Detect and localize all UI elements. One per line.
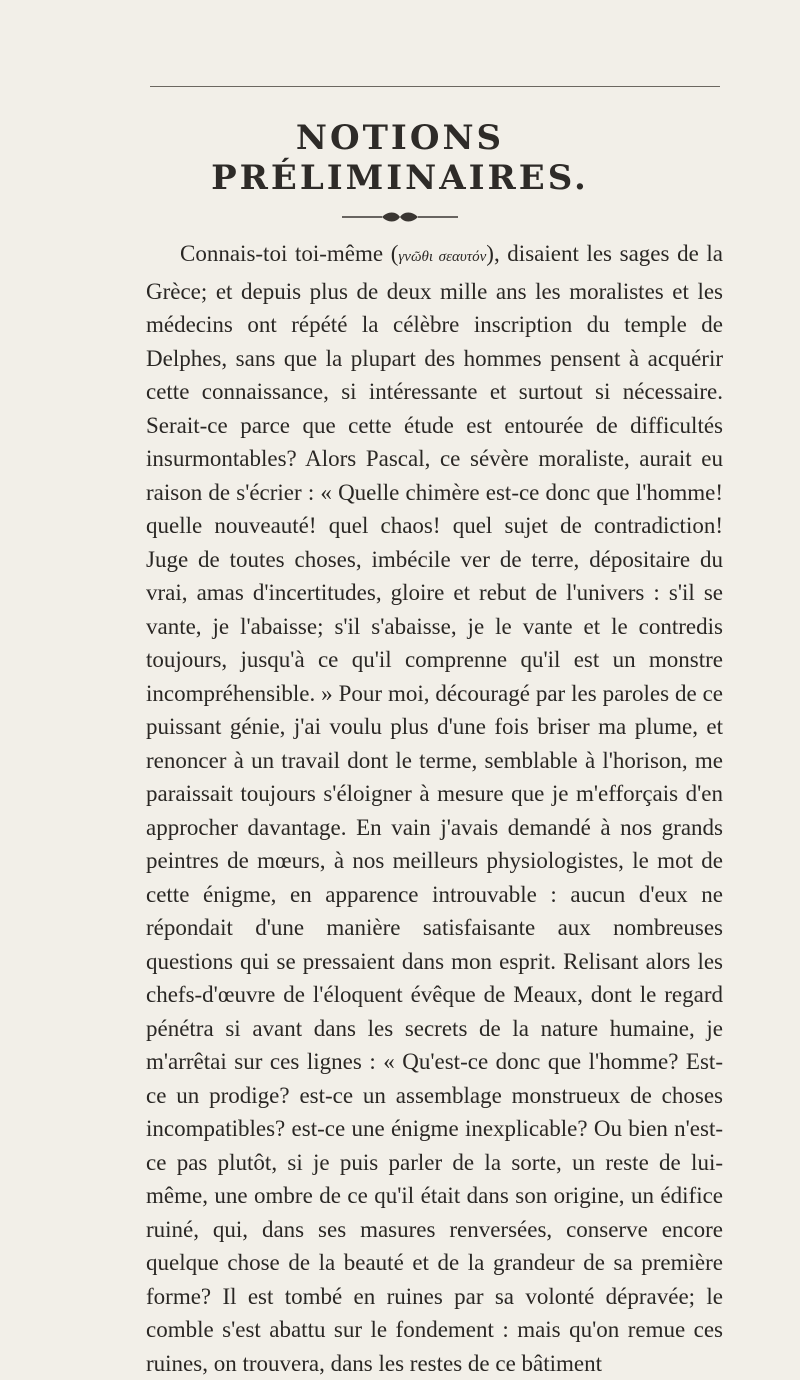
greek-inscription: γνῶθι σεαυτόν	[398, 249, 487, 265]
ornament-divider	[340, 210, 460, 224]
body-paragraph	[146, 237, 723, 1380]
chapter-title: NOTIONS PRÉLIMINAIRES.	[211, 118, 589, 198]
top-rule	[150, 86, 720, 87]
body-text-rest: ), disaient les sages de la Grèce; et depuis plus de deux mille ans les moralistes et les médecins ont répété la célèbre inscription du temple de Delphes, sans que la plupart des hommes pensent à acquérir cette connaissance, si intéressante et surtout si nécessaire. Serait-ce parce que cette étude est entourée de difficultés insurmontables? Alors Pascal, ce sévère moraliste, aurait eu raison de s'écrier : « Quelle chimère est-ce donc que l'homme! quelle nouveauté! quel chaos! quel sujet de contradiction! Juge de toutes choses, imbécile ver de terre, dépositaire du vrai, amas d'incertitudes, gloire et rebut de l'univers : s'il se vante, je l'abaisse; s'il s'abaisse, je le vante et le contredis toujours, jusqu'à ce qu'il comprenne qu'il est un monstre incompréhensible. » Pour moi, découragé par les paroles de ce puissant génie, j'ai voulu plus d'une fois briser ma plume, et renoncer à un travail dont le terme, semblable à l'horison, me paraissait toujours s'éloigner à mesure que je m'efforçais d'en approcher davantage. En vain j'avais demandé à nos grands peintres de mœurs, à nos meilleurs physiologistes, le mot de cette énigme, en apparence introuvable : aucun d'eux ne répondait d'une manière satisfaisante aux nombreuses questions qui se pressaient dans mon esprit. Relisant alors les chefs-d'œuvre de l'éloquent évêque de Meaux, dont le regard pénétra si avant dans les secrets de la nature humaine, je m'arrêtai sur ces lignes : « Qu'est-ce donc que l'homme? Est-ce un prodige? est-ce un assemblage monstrueux de choses incompatibles? est-ce une énigme inexplicable? Ou bien n'est-ce pas plutôt, si je puis parler de la sorte, un reste de lui-même, une ombre de ce qu'il était dans son origine, un édifice ruiné, qui, dans ses masures renversées, conserve encore quelque chose de la beauté et de la grandeur de sa première forme? Il est tombé en ruines par sa volonté dépravée; le comble s'est abattu sur le fondement : mais qu'on remue ces ruines, on trouvera, dans les restes de ce bâtiment	[146, 241, 723, 1376]
body-text-start: Connais-toi toi-même (	[180, 241, 399, 266]
